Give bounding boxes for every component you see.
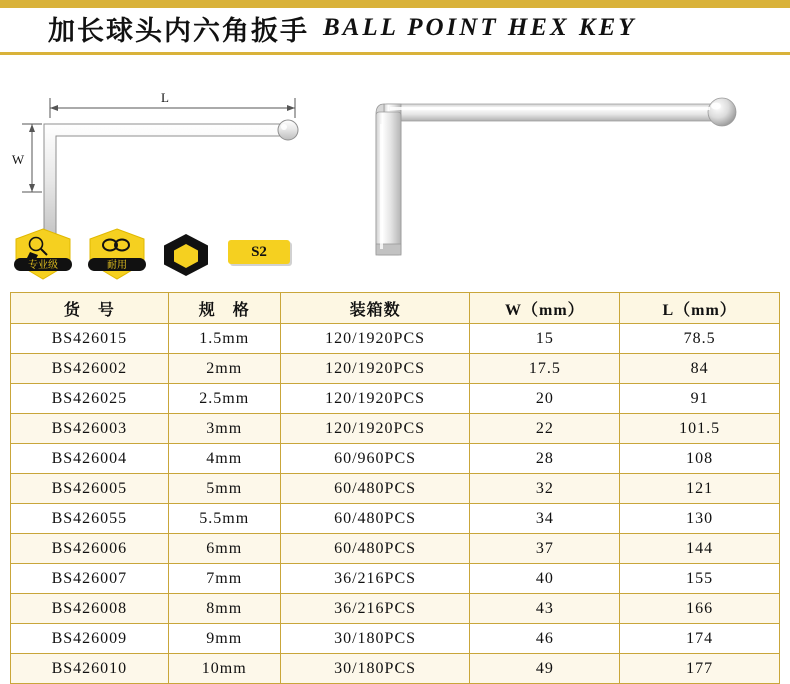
cell-w: 22 (470, 414, 620, 444)
cell-w: 40 (470, 564, 620, 594)
cell-w: 37 (470, 534, 620, 564)
cell-w: 49 (470, 654, 620, 684)
cell-w: 20 (470, 384, 620, 414)
cell-l: 101.5 (620, 414, 780, 444)
svg-text:L: L (161, 90, 169, 105)
column-header-l: L（mm） (620, 293, 780, 324)
page-title-english: BALL POINT HEX KEY (323, 14, 637, 41)
cell-part-no: BS426004 (11, 444, 169, 474)
badge-professional-label: 专业级 (28, 260, 58, 271)
cell-part-no: BS426010 (11, 654, 169, 684)
cell-packing: 60/960PCS (280, 444, 470, 474)
cell-part-no: BS426009 (11, 624, 169, 654)
cell-l: 84 (620, 354, 780, 384)
badge-material-s2: S2 (228, 240, 290, 264)
cell-packing: 60/480PCS (280, 504, 470, 534)
table-row (11, 414, 780, 444)
cell-l: 174 (620, 624, 780, 654)
feature-badges (10, 228, 310, 280)
cell-size: 2mm (168, 354, 280, 384)
header-divider (0, 52, 790, 55)
cell-l: 155 (620, 564, 780, 594)
cell-l: 144 (620, 534, 780, 564)
cell-packing: 36/216PCS (280, 564, 470, 594)
table-row (11, 624, 780, 654)
cell-size: 4mm (168, 444, 280, 474)
column-header-w: W（mm） (470, 293, 620, 324)
cell-part-no: BS426003 (11, 414, 169, 444)
cell-size: 6mm (168, 534, 280, 564)
cell-packing: 30/180PCS (280, 624, 470, 654)
cell-packing: 36/216PCS (280, 594, 470, 624)
table-row (11, 354, 780, 384)
cell-size: 10mm (168, 654, 280, 684)
cell-packing: 30/180PCS (280, 654, 470, 684)
svg-text:W: W (11, 152, 25, 167)
cell-l: 108 (620, 444, 780, 474)
cell-size: 7mm (168, 564, 280, 594)
cell-l: 78.5 (620, 324, 780, 354)
product-photo (360, 84, 780, 264)
table-row (11, 594, 780, 624)
cell-w: 15 (470, 324, 620, 354)
cell-part-no: BS426025 (11, 384, 169, 414)
cell-size: 1.5mm (168, 324, 280, 354)
table-row (11, 534, 780, 564)
spec-table-container (10, 292, 780, 684)
cell-packing: 120/1920PCS (280, 324, 470, 354)
cell-l: 166 (620, 594, 780, 624)
badge-professional (10, 228, 76, 280)
cell-packing: 120/1920PCS (280, 414, 470, 444)
cell-size: 5mm (168, 474, 280, 504)
column-header-size: 规 格 (168, 293, 280, 324)
badge-hex-shape (158, 232, 214, 278)
dimension-drawing (10, 72, 340, 252)
cell-w: 17.5 (470, 354, 620, 384)
cell-w: 28 (470, 444, 620, 474)
table-row (11, 384, 780, 414)
cell-l: 177 (620, 654, 780, 684)
cell-packing: 120/1920PCS (280, 354, 470, 384)
badge-durable-label: 耐用 (107, 260, 127, 271)
header-accent-bar (0, 0, 790, 8)
cell-packing: 60/480PCS (280, 534, 470, 564)
table-row (11, 474, 780, 504)
cell-part-no: BS426055 (11, 504, 169, 534)
cell-part-no: BS426002 (11, 354, 169, 384)
spec-table (10, 292, 780, 684)
cell-part-no: BS426015 (11, 324, 169, 354)
cell-size: 2.5mm (168, 384, 280, 414)
cell-size: 5.5mm (168, 504, 280, 534)
table-row (11, 444, 780, 474)
badge-durable (84, 228, 150, 280)
cell-w: 46 (470, 624, 620, 654)
cell-packing: 60/480PCS (280, 474, 470, 504)
cell-size: 8mm (168, 594, 280, 624)
page-title-chinese: 加长球头内六角扳手 (48, 15, 309, 46)
page-header (0, 0, 790, 56)
table-row (11, 654, 780, 684)
header-title-row (0, 8, 790, 48)
table-header-row (11, 293, 780, 324)
cell-l: 130 (620, 504, 780, 534)
cell-part-no: BS426006 (11, 534, 169, 564)
cell-w: 34 (470, 504, 620, 534)
cell-part-no: BS426008 (11, 594, 169, 624)
table-row (11, 504, 780, 534)
table-row (11, 324, 780, 354)
cell-size: 3mm (168, 414, 280, 444)
column-header-packing: 装箱数 (280, 293, 470, 324)
cell-part-no: BS426005 (11, 474, 169, 504)
cell-l: 91 (620, 384, 780, 414)
cell-part-no: BS426007 (11, 564, 169, 594)
cell-packing: 120/1920PCS (280, 384, 470, 414)
cell-w: 43 (470, 594, 620, 624)
table-row (11, 564, 780, 594)
table-body (11, 324, 780, 684)
column-header-part-no: 货 号 (11, 293, 169, 324)
cell-size: 9mm (168, 624, 280, 654)
cell-l: 121 (620, 474, 780, 504)
cell-w: 32 (470, 474, 620, 504)
